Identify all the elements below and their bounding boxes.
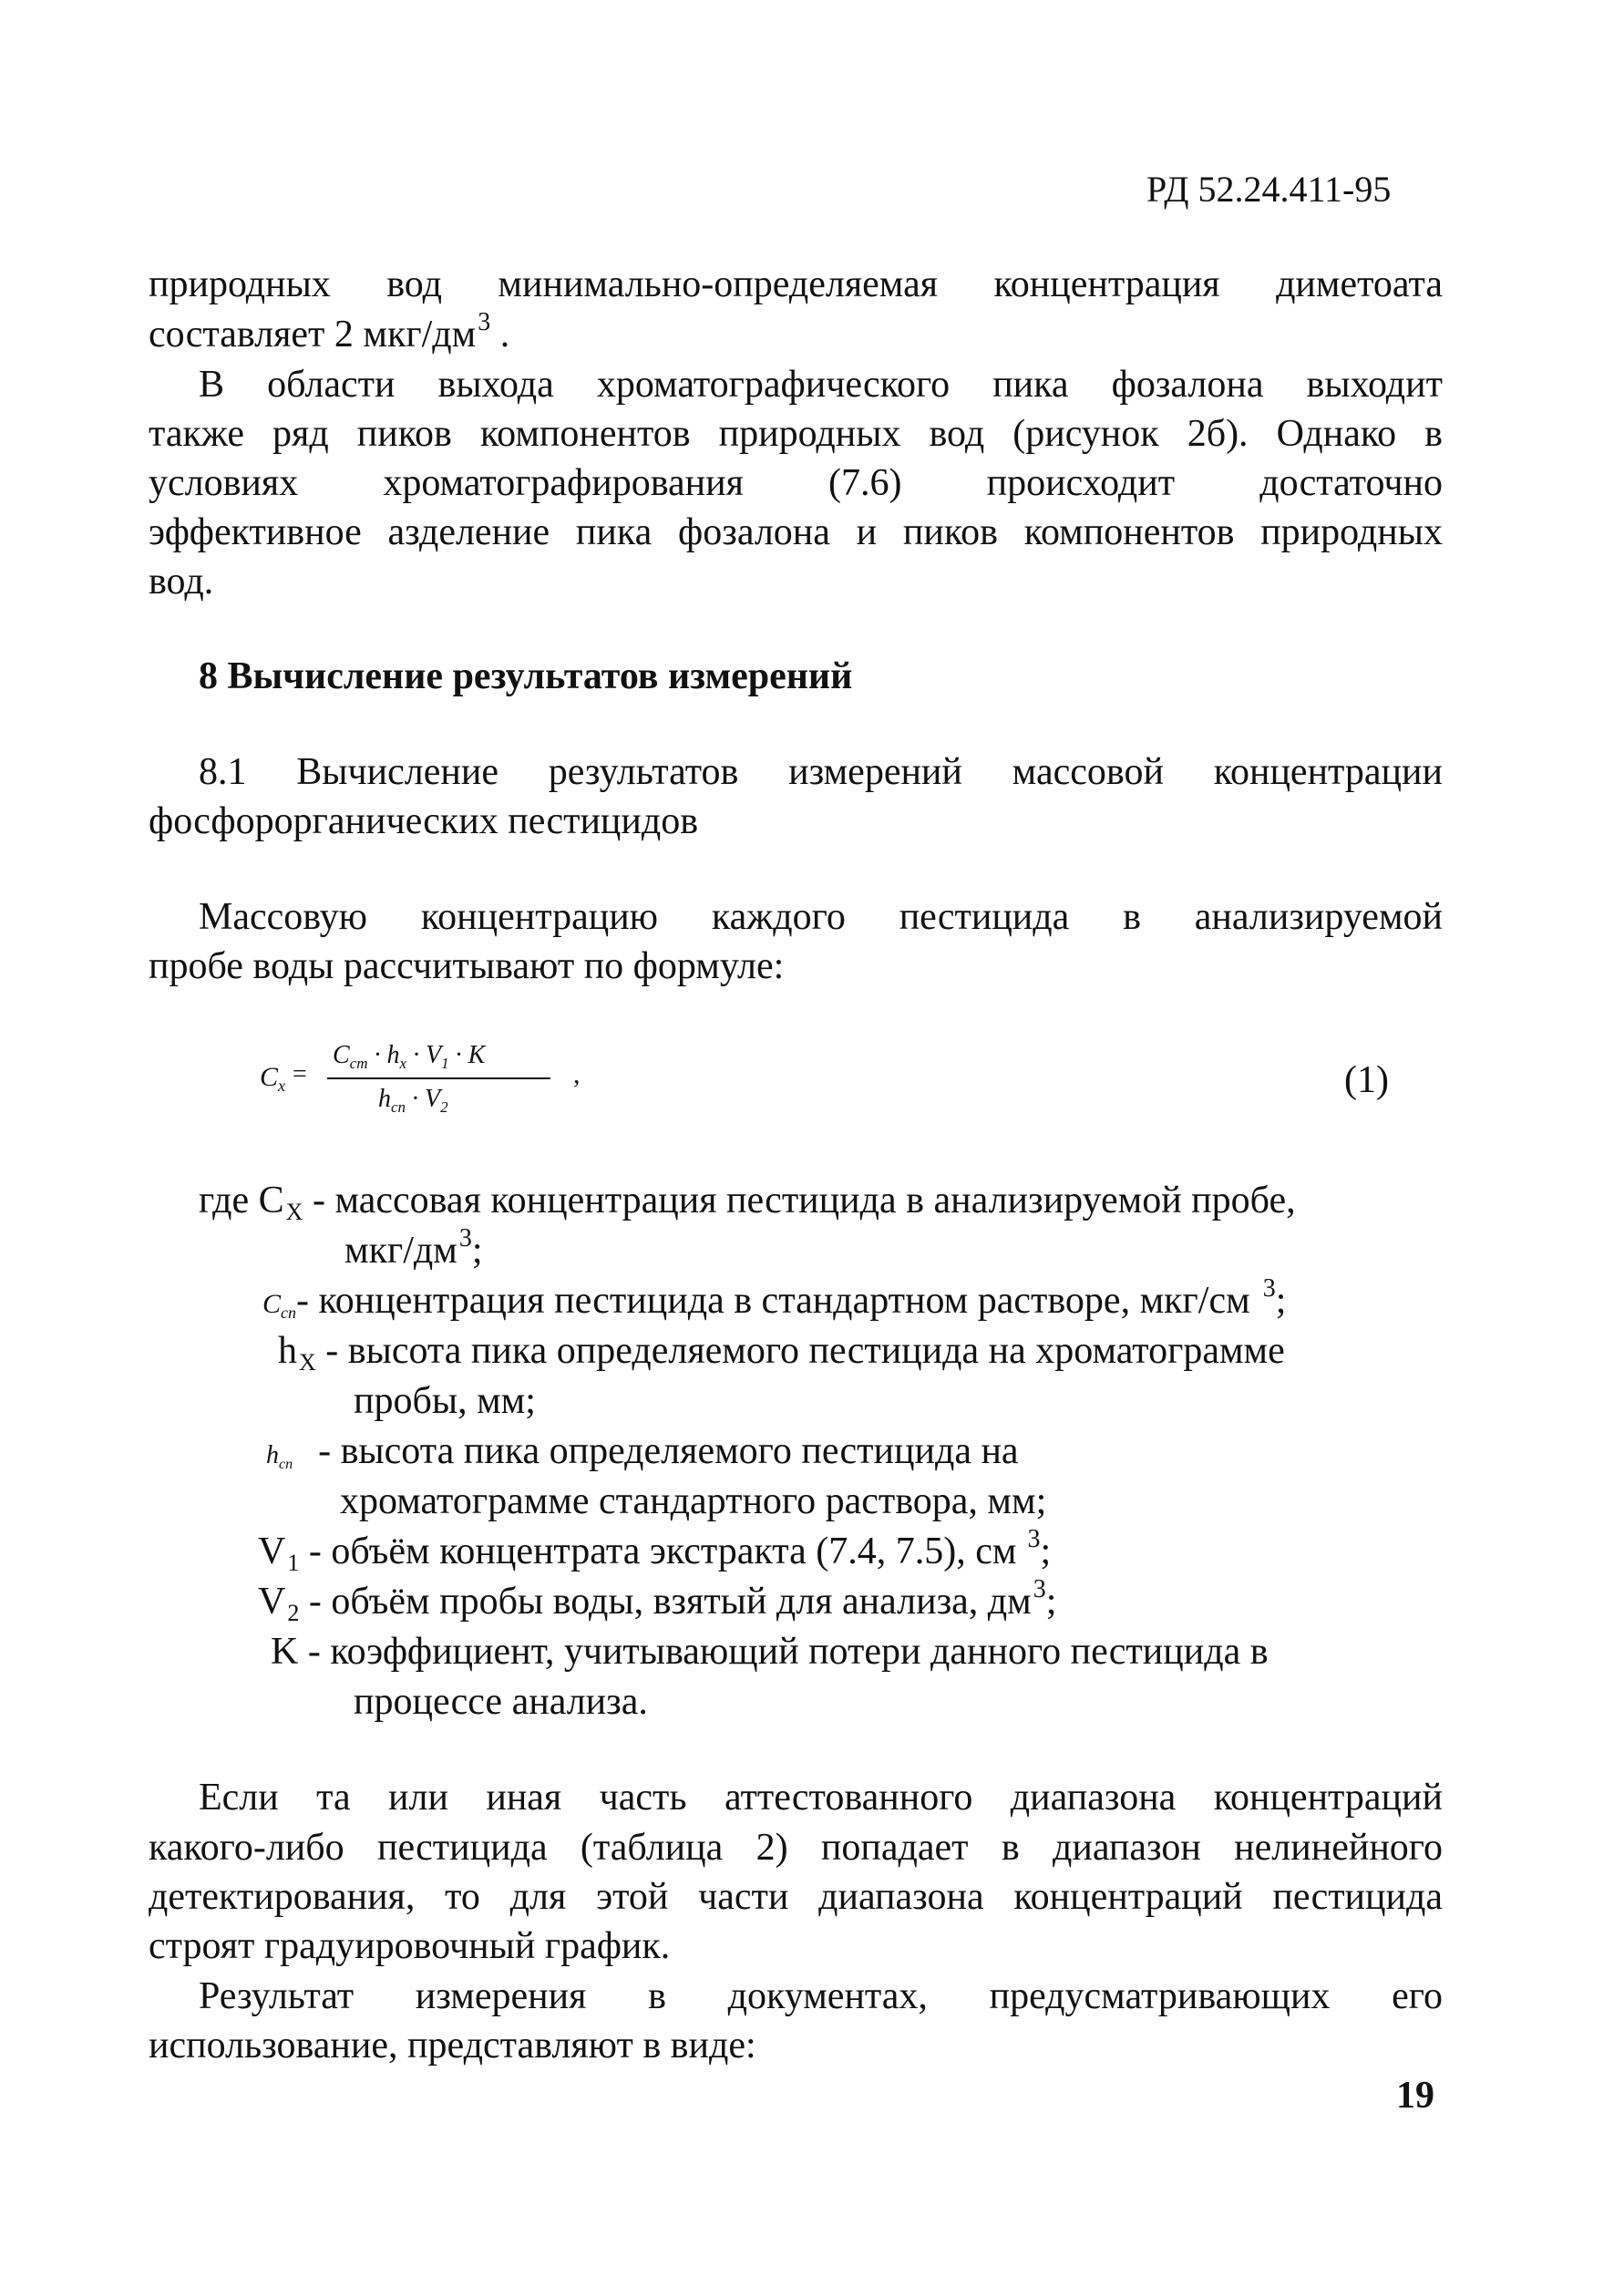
hx-subscript: X [299,1349,316,1376]
document-code: РД 52.24.411-95 [1146,169,1392,210]
v2-post: ; [1045,1581,1057,1623]
para2-line3: условиях хроматографирования (7.6) происходит достаточно [149,462,1443,504]
cx-unit: мкг/дм [344,1230,457,1272]
formula [260,1030,588,1130]
cx-symbol: C [258,1180,284,1221]
formula-lhs: $C_x$ [260,1062,286,1095]
para1-line2-post: . [499,314,510,356]
ccn-subscript: cn [281,1304,297,1322]
ccn-description: - концентрация пестицида в стандартном растворе, мкг/см [296,1280,1250,1322]
para1-line2 [149,310,509,364]
para4-line1: Если та или иная часть аттестованного диапазона концентраций [199,1777,1443,1819]
k-symbol: K [271,1631,299,1673]
page-number: 19 [1396,2075,1434,2117]
para1-line2-sup: 3 [478,308,491,336]
where-lead: где [199,1180,250,1221]
hcn-description: - высота пика определяемого пестицида на [318,1430,1019,1472]
hcn-symbol: h [266,1441,279,1469]
para4-line3: детектирования, то для этой части диапазона концентраций пестицида [149,1876,1443,1918]
para1-line2-text: составляет 2 мкг/дм [149,314,477,356]
where-hx-line [278,1326,1285,1380]
k-description: - коэффициент, учитывающий потери данного пестицида в [298,1631,1269,1673]
fraction-bar [327,1077,550,1079]
v2-subscript: 2 [287,1600,300,1626]
where-k-line [271,1627,1269,1676]
hx-description: - высота пика определяемого пестицида на хроматограмме [315,1330,1285,1372]
para2-line1: В области выхода хроматографического пика фозалона выходит [199,364,1443,406]
cx-unit-sup: 3 [458,1224,472,1252]
v1-symbol: V [258,1530,286,1572]
ccn-symbol: C [262,1289,282,1319]
v1-post: ; [1040,1530,1052,1572]
formula-numerator: $C_{cm} \cdot h_x \cdot V_1 \cdot K$ [333,1041,486,1072]
hx-symbol: h [278,1330,297,1372]
where-hcn-cont: хроматограмме стандартного раствора, мм; [340,1480,1047,1522]
v1-description: - объём концентрата экстракта (7.4, 7.5), см [299,1530,1017,1572]
v1-subscript: 1 [287,1550,300,1576]
para4-line2: какого-либо пестицида (таблица 2) попадает в диапазон нелинейного [149,1827,1443,1869]
where-hx-cont: пробы, мм; [354,1380,536,1422]
formula-number: (1) [1344,1059,1389,1101]
v1-sup: 3 [1027,1525,1041,1553]
cx-subscript: X [285,1199,303,1225]
para2-line4: эффективное азделение пика фозалона и пиков компонентов природных [149,511,1443,553]
para1-line1: природных вод минимально-определяемая концентрация диметоата [149,263,1443,305]
v2-description: - объём пробы воды, взятый для анализа, дм [299,1581,1032,1623]
para2-line5: вод. [149,561,214,603]
formula-equals: = [293,1060,307,1088]
para3-line1: Массовую концентрацию каждого пестицида в анализируемой [199,896,1443,938]
where-v1-line [258,1527,1051,1581]
para5-line1: Результат измерения в документах, предусматривающих его [199,1975,1443,2017]
formula-comma: , [573,1059,581,1089]
subsection-line2: фосфорорганических пестицидов [149,800,699,842]
where-cx-cont [344,1226,483,1280]
v2-symbol: V [258,1581,286,1623]
where-k-cont: процессе анализа. [354,1681,648,1723]
where-ccn-line [262,1276,1286,1332]
v2-sup: 3 [1033,1575,1046,1603]
ccn-sup: 3 [1262,1274,1276,1303]
hcn-subscript: cn [279,1457,293,1472]
para5-line2: использование, представляют в виде: [149,2025,756,2066]
where-v2-line [258,1577,1056,1631]
ccn-post: ; [1275,1280,1287,1322]
subsection-line1: 8.1 Вычисление результатов измерений массовой концентрации [199,751,1443,793]
section-heading: 8 Вычисление результатов измерений [199,655,853,697]
where-hcn-line [266,1427,1019,1484]
where-cx-line [199,1176,1296,1230]
cx-description: - массовая концентрация пестицида в анализируемой пробе, [303,1180,1296,1221]
para2-line2: также ряд пиков компонентов природных вод (рисунок 2б). Однако в [149,413,1443,455]
cx-unit-post: ; [471,1230,483,1272]
para4-line4: строят градуировочный график. [149,1925,671,1967]
formula-denominator: $h_{cn} \cdot V_2$ [378,1085,448,1116]
para3-line2: пробе воды рассчитывают по формуле: [149,945,785,987]
